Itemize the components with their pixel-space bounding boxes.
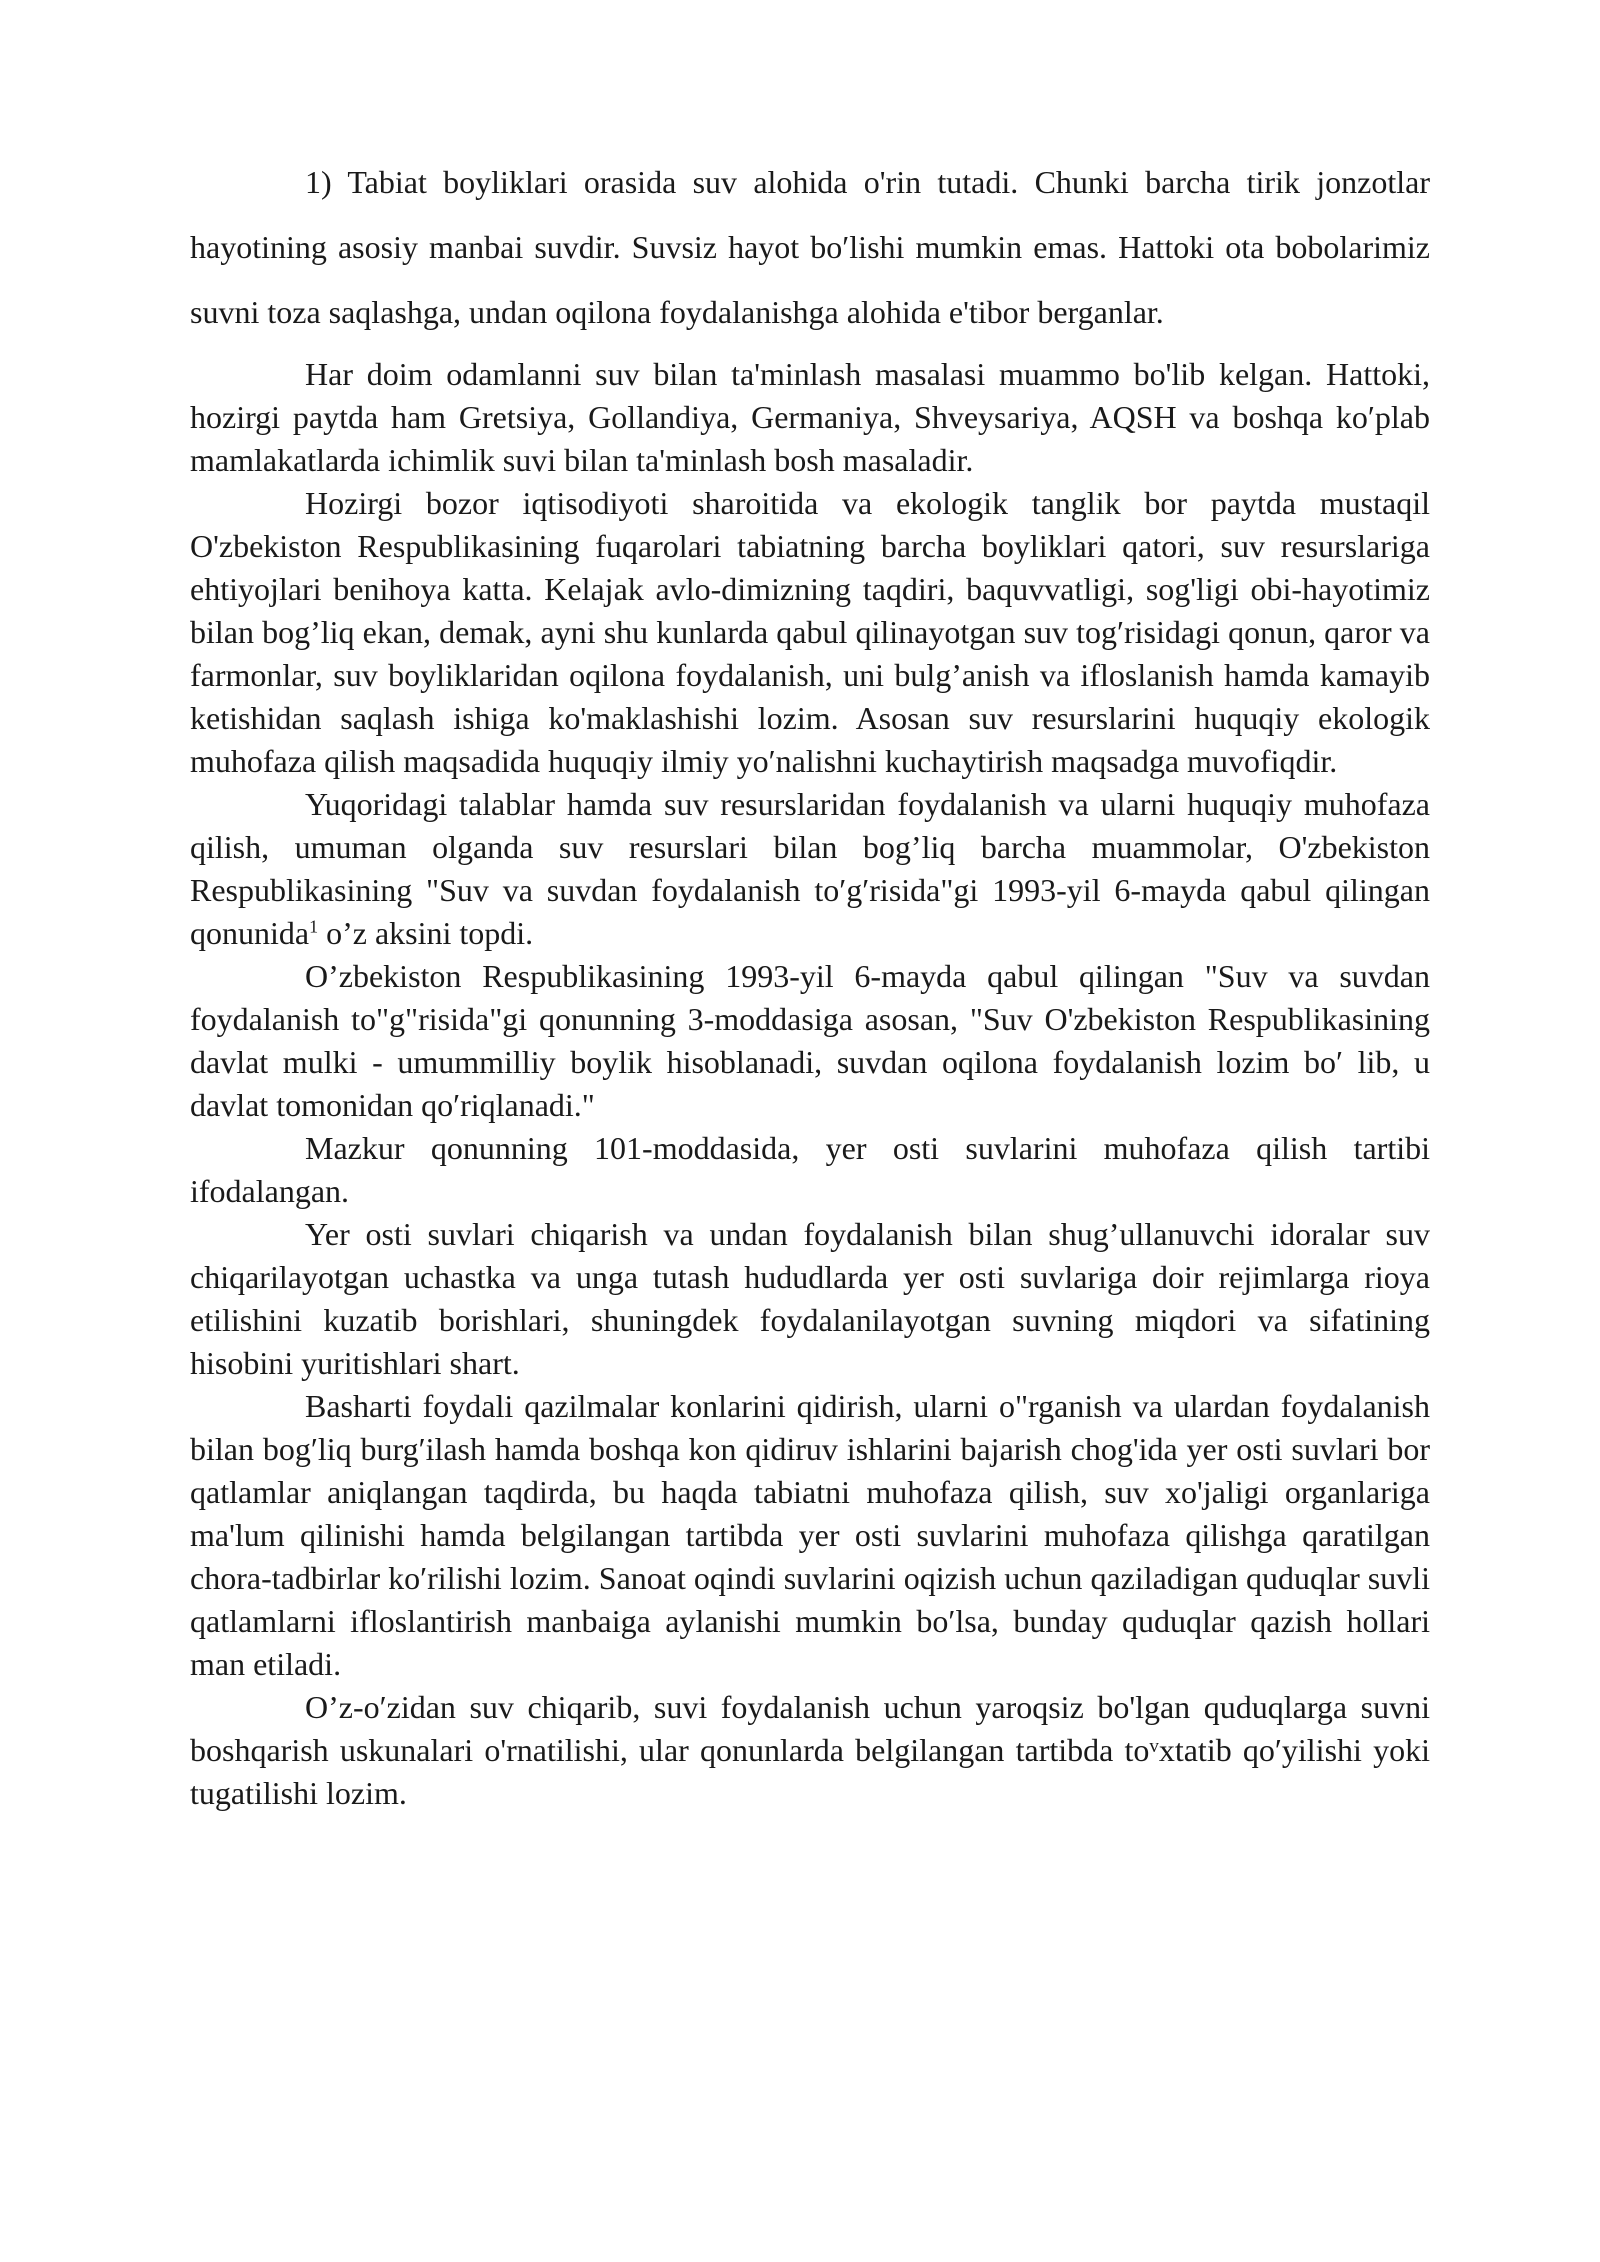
paragraph: Har doim odamlanni suv bilan ta'minlash masalasi muammo bo'lib kelgan. Hattoki, hozirgi paytda ham Gretsiya, Gollandiya, Germaniya, Shveysariya, AQSH va boshqa koʹplab mamlakatlarda ichimlik suvi bilan ta'minlash bosh masaladir. bbox=[190, 356, 1430, 478]
paragraph-intro: 1) Tabiat boyliklari orasida suv alohida o'rin tutadi. Chunki barcha tirik jonzotlar hayotining asosiy manbai suvdir. Suvsiz hayot boʹlishi mumkin emas. Hattoki ota bobolarimiz suvni toza saqlashga, undan oqilona foydalanishga alohida e'tibor berganlar. bbox=[190, 164, 1430, 330]
paragraph-text-end: o’z aksini topdi. bbox=[318, 915, 534, 951]
paragraph: Yer osti suvlari chiqarish va undan foydalanish bilan shug’ullanuvchi idoralar suv chiqarilayotgan uchastka va unga tutash hududlarda yer osti suvlariga doir rejimlarga rioya etilishini kuzatib borishlari, shuningdek foydalanilayotgan suvning miqdori va sifatining hisobini yuritishlari shart. bbox=[190, 1216, 1430, 1381]
paragraph-text: Yuqoridagi talablar hamda suv resurslaridan foydalanish va ularni huquqiy muhofaza qilish, umuman olganda suv resurslari bilan bog’liq barcha muammolar, O'zbekiston Respublikasining "Suv va suvdan foydalanish toʹgʹrisida"gi 1993-yil 6-mayda qabul qilingan qonunida bbox=[190, 786, 1430, 951]
paragraph: Basharti foydali qazilmalar konlarini qidirish, ularni o"rganish va ulardan foydalanish bilan bogʹliq burgʹilash hamda boshqa kon qidiruv ishlarini bajarish chog'ida yer osti suvlari bor qatlamlar aniqlangan taqdirda, bu haqda tabiatni muhofaza qilish, suv xo'jaligi organlariga ma'lum qilinishi hamda belgilangan tartibda yer osti suvlarini muhofaza qilishga qaratilgan chora-tadbirlar koʹrilishi lozim. Sanoat oqindi suvlarini oqizish uchun qaziladigan quduqlar suvli qatlamlarni ifloslantirish manbaiga aylanishi mumkin boʹlsa, bunday quduqlar qazish hollari man etiladi. bbox=[190, 1388, 1430, 1682]
paragraph-with-footnote bbox=[190, 783, 1430, 955]
paragraph: Hozirgi bozor iqtisodiyoti sharoitida va ekologik tanglik bor paytda mustaqil O'zbekiston Respublikasining fuqarolari tabiatning barcha boyliklari qatori, suv resurslariga ehtiyojlari benihoya katta. Kelajak avlo-dimizning taqdiri, baquvvatligi, sog'ligi obi-hayotimiz bilan bog’liq ekan, demak, ayni shu kunlarda qabul qilinayotgan suv togʹrisidagi qonun, qaror va farmonlar, suv boyliklaridan oqilona foydalanish, uni bulg’anish va ifloslanish hamda kamayib ketishidan saqlash ishiga ko'maklashishi lozim. Asosan suv resurslarini huquqiy ekologik muhofaza qilish maqsadida huquqiy ilmiy yoʹnalishni kuchaytirish maqsadga muvofiqdir. bbox=[190, 485, 1430, 779]
footnote-mark: 1 bbox=[309, 916, 319, 937]
document-page bbox=[190, 150, 1430, 1815]
paragraph: O’zbekiston Respublikasining 1993-yil 6-mayda qabul qilingan "Suv va suvdan foydalanish to"g"risida"gi qonunning 3-moddasiga asosan, "Suv O'zbekiston Respublikasining davlat mulki - umummilliy boylik hisoblanadi, suvdan oqilona foydalanish lozim boʹ lib, u davlat tomonidan qoʹriqlanadi." bbox=[190, 958, 1430, 1123]
paragraph: O’z-oʹzidan suv chiqarib, suvi foydalanish uchun yaroqsiz bo'lgan quduqlarga suvni boshqarish uskunalari o'rnatilishi, ular qonunlarda belgilangan tartibda toᵛxtatib qoʹyilishi yoki tugatilishi lozim. bbox=[190, 1689, 1430, 1811]
paragraph: Mazkur qonunning 101-moddasida, yer osti suvlarini muhofaza qilish tartibi ifodalangan. bbox=[190, 1130, 1430, 1209]
